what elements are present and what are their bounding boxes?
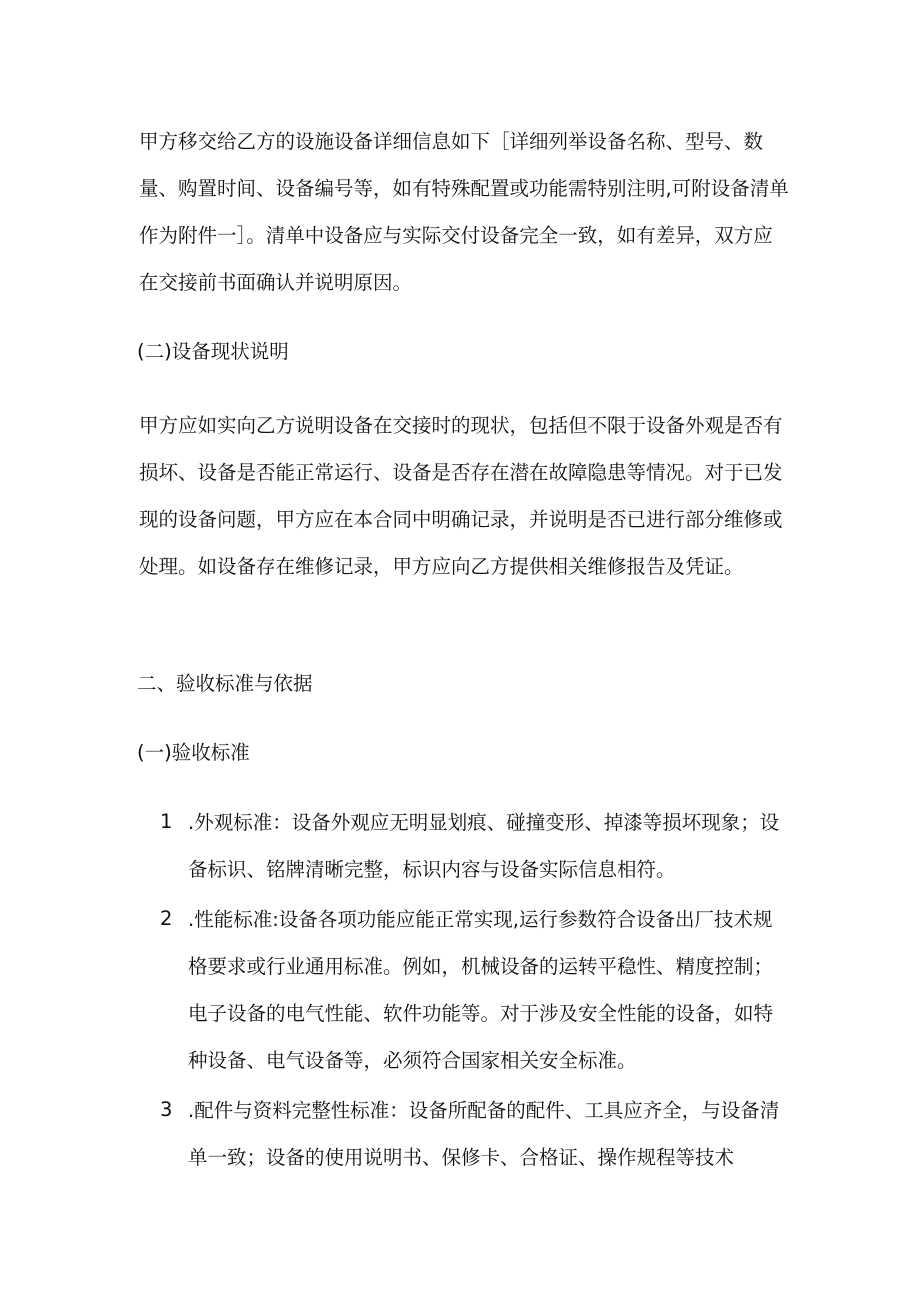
list-item-text: .外观标准：设备外观应无明显划痕、碰撞变形、掉漆等损坏现象；设备标识、铭牌清晰完整，标识内容与设备实际信息相符。 <box>188 811 780 881</box>
list-item-number: 2 <box>160 907 173 930</box>
paragraph-equipment-status: 甲方应如实向乙方说明设备在交接时的现状，包括但不限于设备外观是否有损坏、设备是否能正常运行、设备是否存在潜在故障隐患等情况。对于已发现的设备问题，甲方应在本合同中明确记录，并说明是否已进行部分维修或处理。如设备存在维修记录，甲方应向乙方提供相关维修报告及凭证。 <box>139 414 783 578</box>
list-item-text: .配件与资料完整性标准：设备所配备的配件、工具应齐全，与设备清单一致；设备的使用说明书、保修卡、合格证、操作规程等技术 <box>188 1099 780 1169</box>
list-item-number: 3 <box>160 1098 173 1121</box>
heading-acceptance-criteria: (一)验收标准 <box>137 741 250 764</box>
heading-acceptance-standards: 二、验收标准与依据 <box>137 672 313 695</box>
list-item-text: .性能标准:设备各项功能应能正常实现,运行参数符合设备出厂技术规格要求或行业通用标准。例如，机械设备的运转平稳性、精度控制；电子设备的电气性能、软件功能等。对于涉及安全性能的设备，如特种设备、电气设备等，必须符合国家相关安全标准。 <box>188 908 774 1072</box>
list-item-number: 1 <box>160 810 173 833</box>
paragraph-equipment-list: 甲方移交给乙方的设施设备详细信息如下［详细列举设备名称、型号、数量、购置时间、设备编号等，如有特殊配置或功能需特别注明,可附设备清单作为附件一］。清单中设备应与实际交付设备完全一致，如有差异，双方应在交接前书面确认并说明原因。 <box>139 130 789 294</box>
heading-equipment-status: (二)设备现状说明 <box>137 340 289 363</box>
